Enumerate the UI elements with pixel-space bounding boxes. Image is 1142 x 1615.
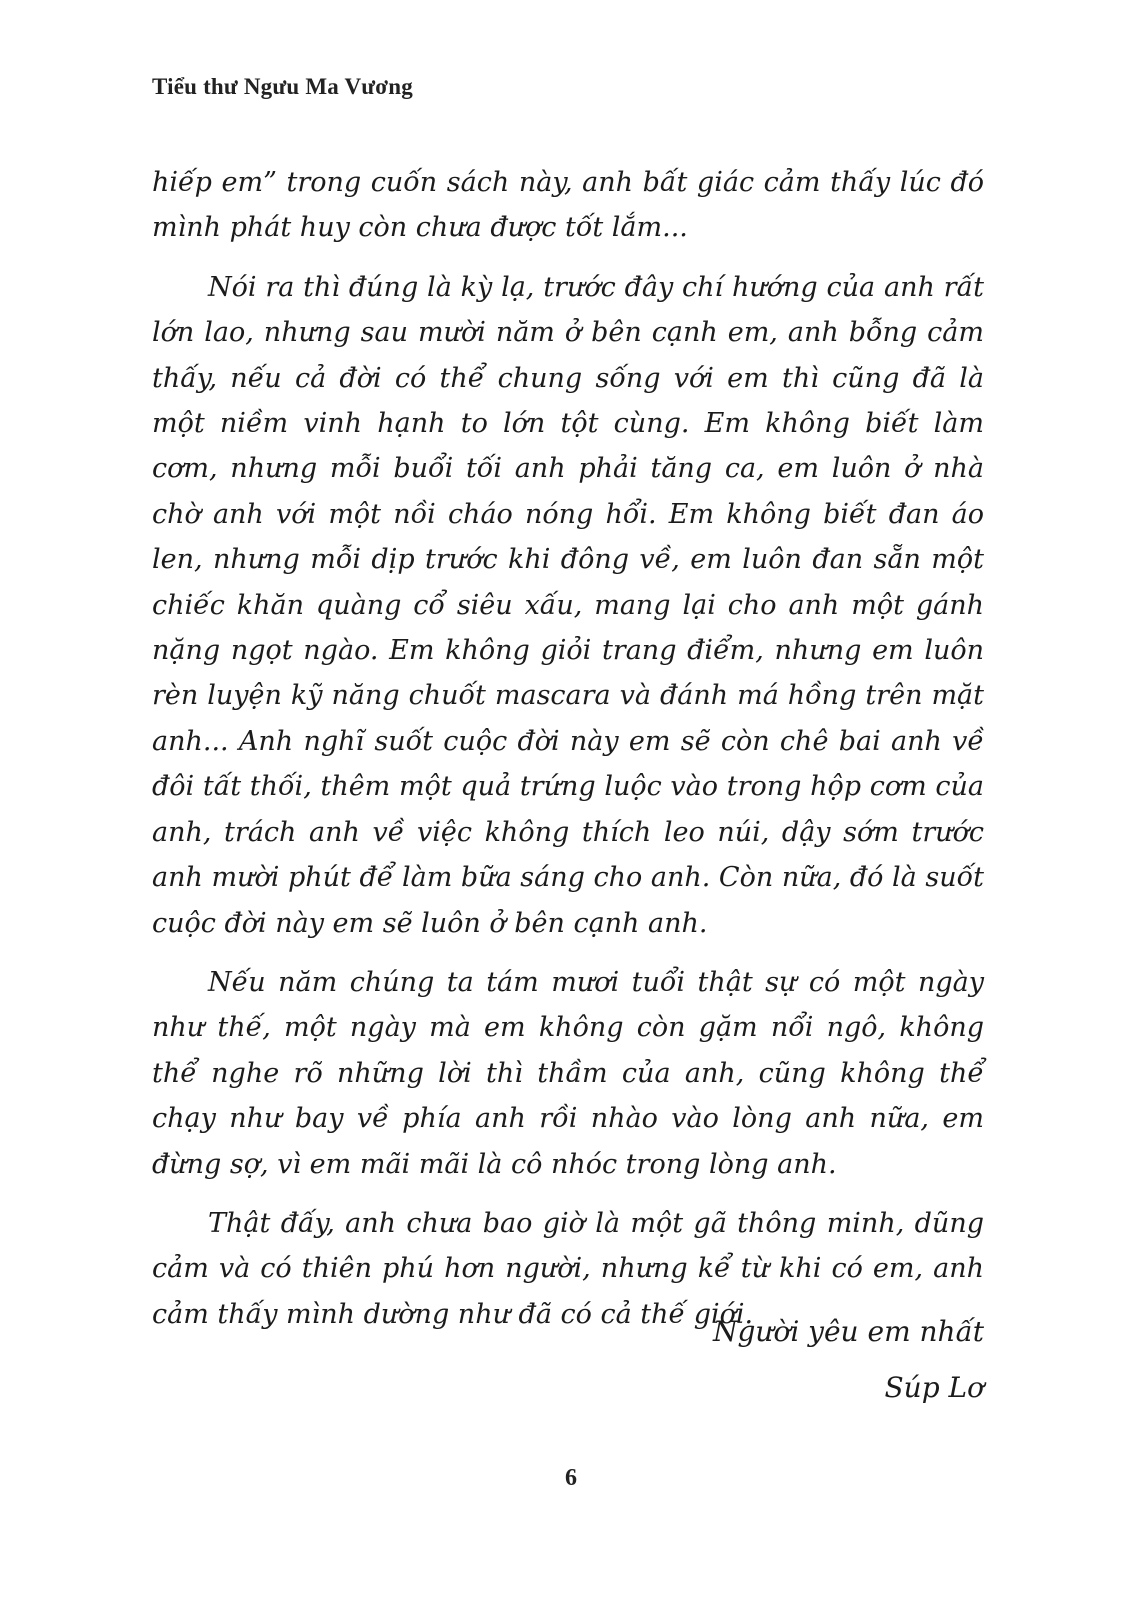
paragraph: Nếu năm chúng ta tám mươi tuổi thật sự có một ngày như thế, một ngày mà em không còn gặm nổi ngô, không thể nghe rõ những lời thì thầm của anh, cũng không thể chạy như bay về phía anh rồi nhào vào lòng anh nữa, em đừng sợ, vì em mãi mãi là cô nhóc trong lòng anh. <box>152 966 984 1180</box>
running-header-title: Tiểu thư Ngưu Ma Vương <box>152 74 413 99</box>
letter-body <box>152 160 984 1351</box>
signature-name: Súp Lơ <box>884 1371 984 1404</box>
paragraph-continuation: hiếp em” trong cuốn sách này, anh bất giác cảm thấy lúc đó mình phát huy còn chưa được tốt lắm... <box>152 167 984 244</box>
signature-closing: Người yêu em nhất <box>713 1315 984 1348</box>
letter-signature <box>713 1304 984 1416</box>
page-number: 6 <box>565 1465 577 1491</box>
paragraph: Nói ra thì đúng là kỳ lạ, trước đây chí hướng của anh rất lớn lao, nhưng sau mười năm ở bên cạnh em, anh bỗng cảm thấy, nếu cả đời có thể chung sống với em thì cũng đã là một niềm vinh hạnh to lớn tột cùng. Em không biết làm cơm, nhưng mỗi buổi tối anh phải tăng ca, em luôn ở nhà chờ anh với một nồi cháo nóng hổi. Em không biết đan áo len, nhưng mỗi dịp trước khi đông về, em luôn đan sẵn một chiếc khăn quàng cổ siêu xấu, mang lại cho anh một gánh nặng ngọt ngào. Em không giỏi trang điểm, nhưng em luôn rèn luyện kỹ năng chuốt mascara và đánh má hồng trên mặt anh... Anh nghĩ suốt cuộc đời này em sẽ còn chê bai anh về đôi tất thối, thêm một quả trứng luộc vào trong hộp cơm của anh, trách anh về việc không thích leo núi, dậy sớm trước anh mười phút để làm bữa sáng cho anh. Còn nữa, đó là suốt cuộc đời này em sẽ luôn ở bên cạnh anh. <box>152 271 984 939</box>
paragraph: Thật đấy, anh chưa bao giờ là một gã thông minh, dũng cảm và có thiên phú hơn người, nhưng kể từ khi có em, anh cảm thấy mình dường như đã có cả thế giới. <box>152 1207 984 1330</box>
